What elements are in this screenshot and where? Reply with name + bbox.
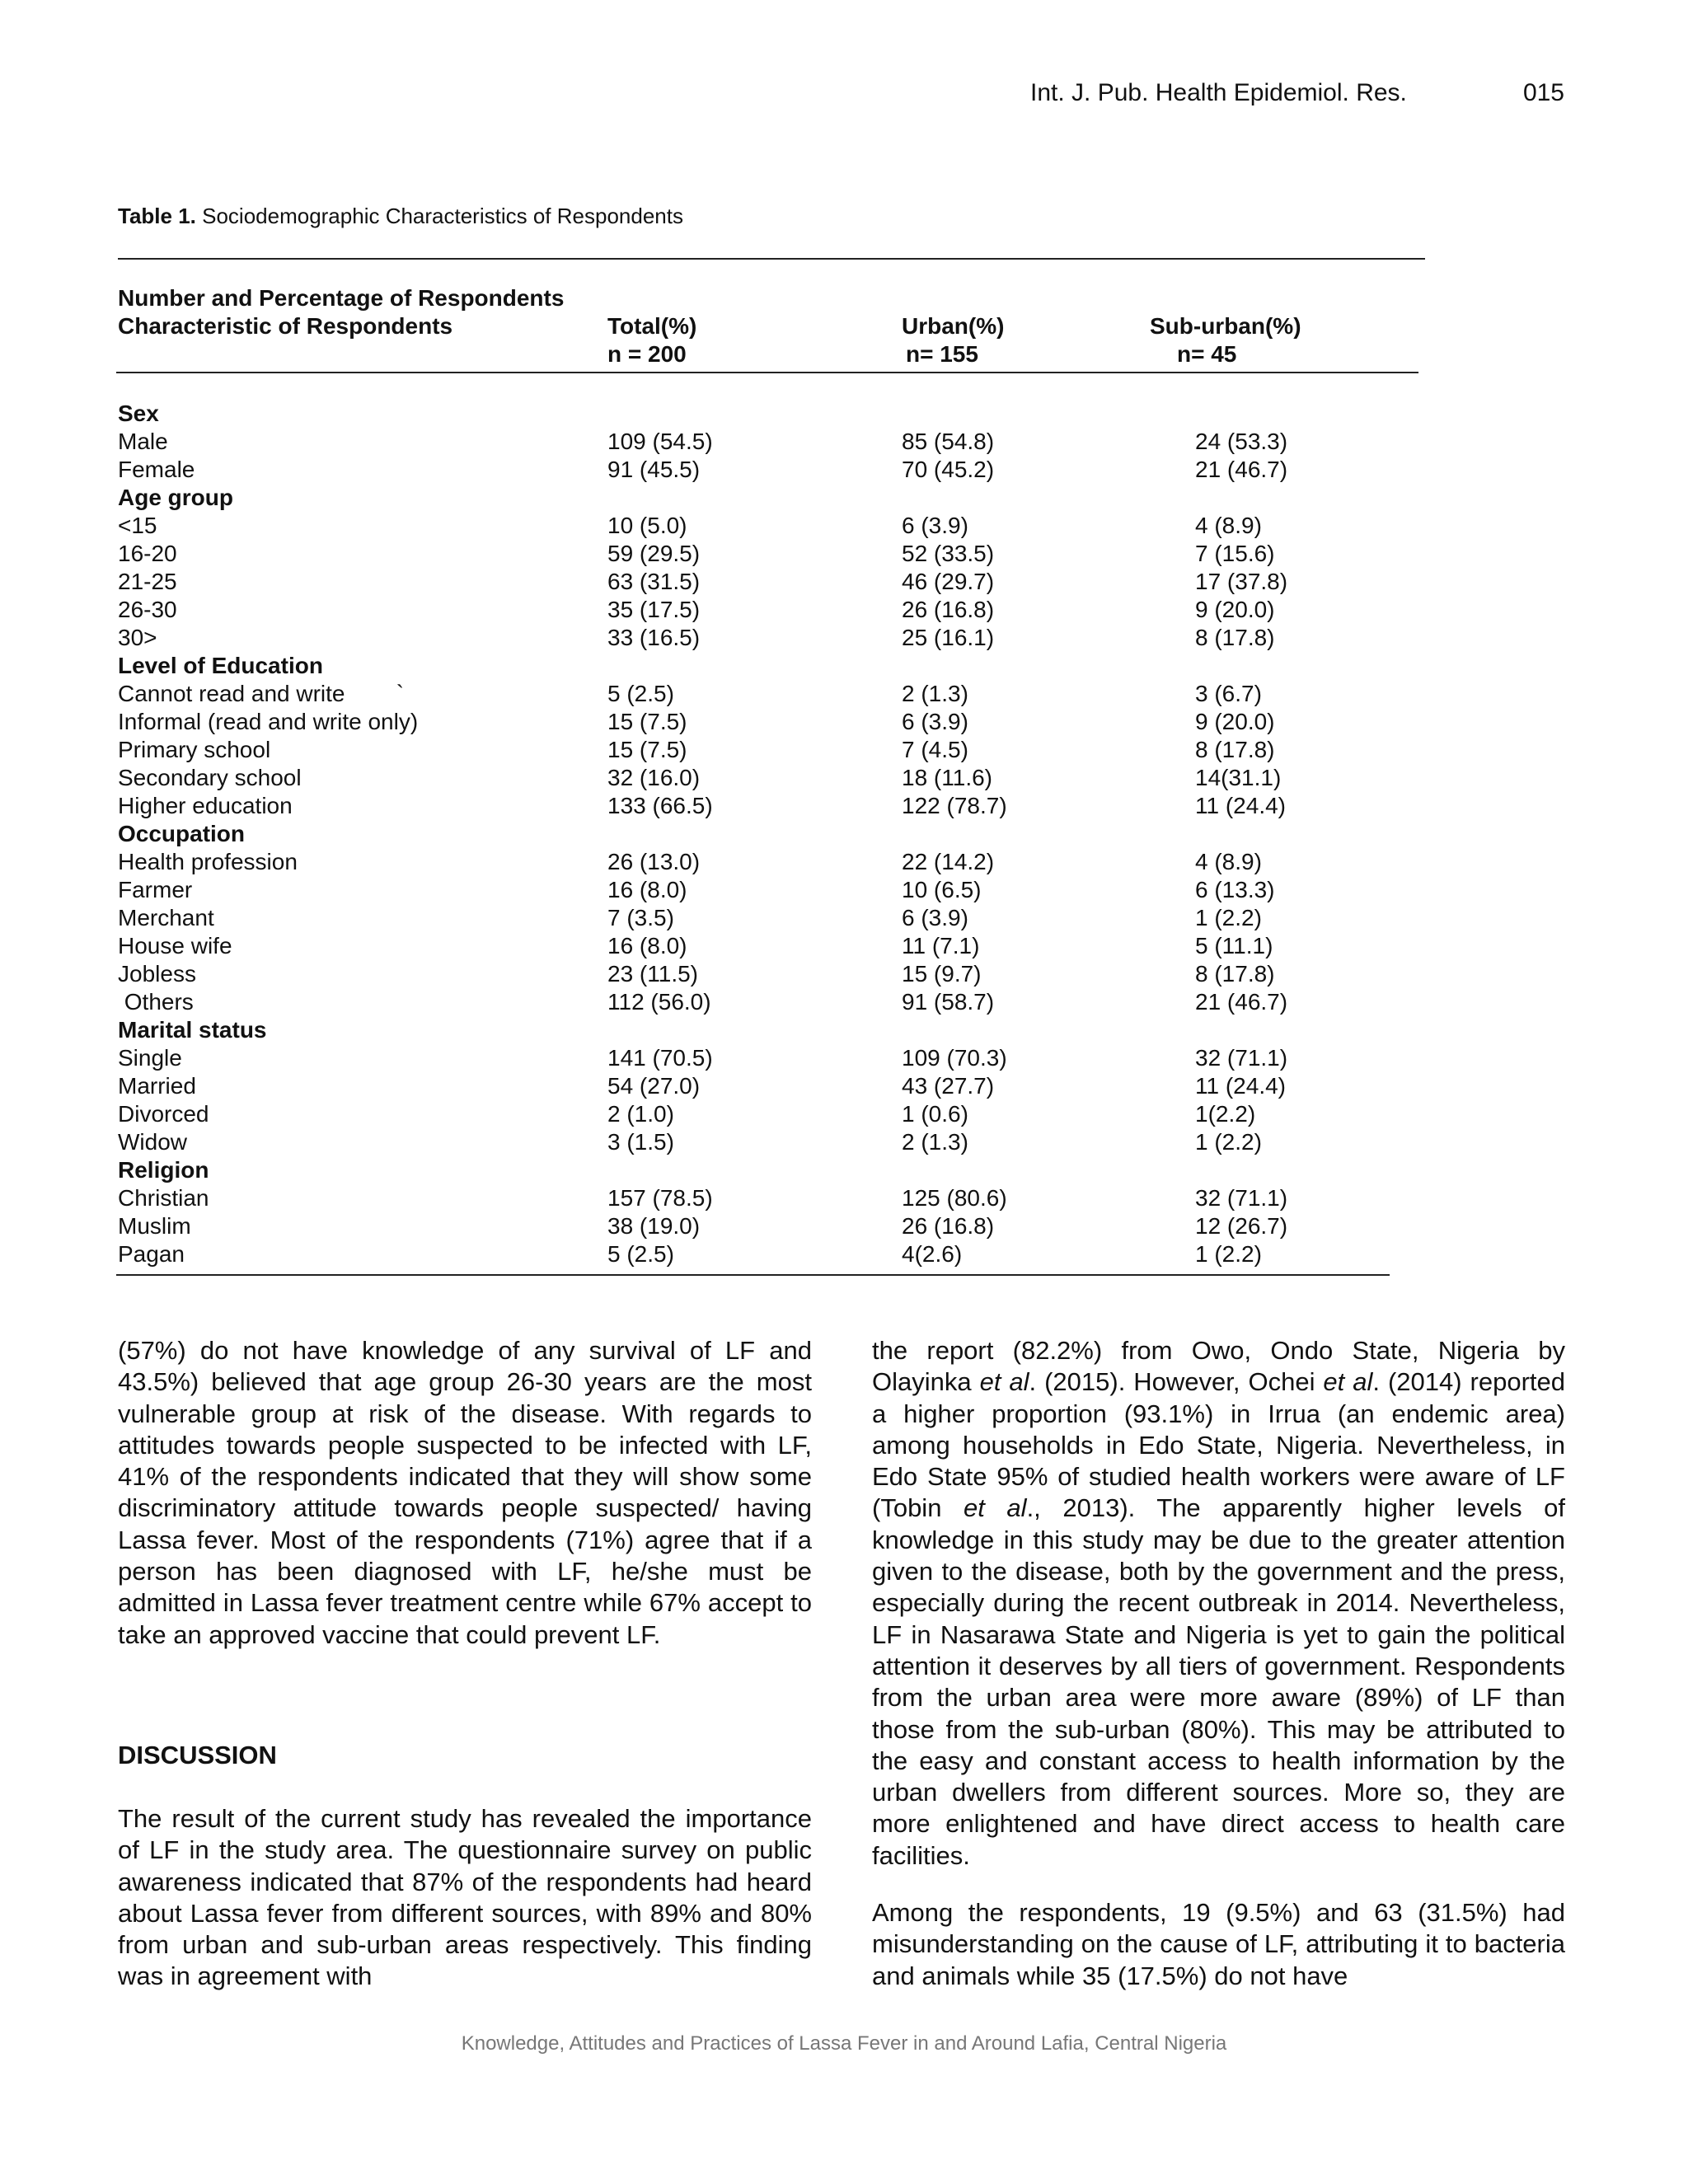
et-al-italic: et al (964, 1493, 1027, 1523)
running-header (1030, 79, 1564, 112)
cell-suburban: 11 (24.4) (1195, 1073, 1286, 1099)
cell-urban: 15 (9.7) (902, 961, 982, 987)
row-label: Male (118, 429, 168, 454)
cell-suburban: 8 (17.8) (1195, 625, 1275, 650)
body-paragraph-discussion-continued (872, 1335, 1565, 1872)
sample-size-total: n = 200 (607, 341, 687, 367)
cell-suburban: 6 (13.3) (1195, 877, 1275, 902)
table-row (0, 1128, 1688, 1156)
table-row (0, 1212, 1688, 1240)
table-section-row (0, 820, 1688, 848)
column-header-characteristic: Characteristic of Respondents (118, 313, 453, 339)
cell-suburban: 8 (17.8) (1195, 961, 1275, 987)
cell-total: 7 (3.5) (607, 905, 674, 930)
table-row (0, 1100, 1688, 1128)
cell-urban: 85 (54.8) (902, 429, 995, 454)
row-label: Primary school (118, 737, 271, 762)
cell-suburban: 9 (20.0) (1195, 709, 1275, 734)
table-row (0, 708, 1688, 736)
cell-total: 141 (70.5) (607, 1045, 713, 1071)
cell-total: 91 (45.5) (607, 457, 701, 482)
cell-suburban: 4 (8.9) (1195, 513, 1262, 538)
text-run: ., 2013). The apparently higher levels of knowledge in this study may be due to the greater attention given to the disease, both by the government and the press, especially during the recent outbreak in 2014. Nevertheless, LF in Nasarawa State and Nigeria is yet to gain the political attention it deserves by all tiers of government. Respondents from the urban area were more aware (89%) of LF than those from the sub-urban (80%). This may be attributed to the easy and constant access to health information by the urban dwellers from different sources. More so, they are more enlightened and have direct access to health care facilities. (872, 1493, 1565, 1870)
cell-urban: 2 (1.3) (902, 1129, 968, 1155)
table-row (0, 960, 1688, 988)
sample-size-suburban: n= 45 (1177, 341, 1237, 367)
table-bottom-rule (116, 1274, 1390, 1276)
cell-urban: 109 (70.3) (902, 1045, 1007, 1071)
cell-urban: 25 (16.1) (902, 625, 995, 650)
cell-suburban: 32 (71.1) (1195, 1045, 1288, 1071)
row-label: Pagan (118, 1241, 185, 1267)
row-label: Cannot read and write ` (118, 681, 405, 706)
cell-total: 10 (5.0) (607, 513, 687, 538)
text-run: . (2014) reported a higher proportion (93.1%) in Irrua (an endemic area) among households in Edo State, Nigeria. Nevertheless, in Edo State 95% of studied health workers were aware of LF (Tobin (872, 1367, 1565, 1523)
table-row (0, 624, 1688, 652)
table-caption-text: Sociodemographic Characteristics of Respondents (195, 204, 683, 228)
page-number: 015 (1522, 79, 1564, 106)
table-row (0, 792, 1688, 820)
text-run: the report (82.2%) from Owo, Ondo State, Nigeria by Olayinka (872, 1336, 1565, 1397)
row-label: Age group (118, 485, 233, 510)
row-label: Divorced (118, 1101, 209, 1127)
cell-total: 59 (29.5) (607, 541, 701, 566)
page-footer: Knowledge, Attitudes and Practices of Lassa Fever in and Around Lafia, Central Nigeria (461, 2032, 1227, 2055)
row-label: Informal (read and write only) (118, 709, 419, 734)
cell-urban: 1 (0.6) (902, 1101, 968, 1127)
table-top-rule (118, 258, 1425, 260)
cell-total: 157 (78.5) (607, 1185, 713, 1211)
table-section-row (0, 400, 1688, 428)
cell-urban: 10 (6.5) (902, 877, 982, 902)
section-heading-discussion: DISCUSSION (118, 1741, 277, 1769)
table-section-row (0, 1156, 1688, 1184)
row-label: Female (118, 457, 195, 482)
table-row (0, 512, 1688, 540)
cell-urban: 43 (27.7) (902, 1073, 995, 1099)
cell-urban: 26 (16.8) (902, 597, 995, 622)
table-row (0, 988, 1688, 1016)
cell-urban: 6 (3.9) (902, 709, 968, 734)
cell-total: 133 (66.5) (607, 793, 713, 818)
row-label: House wife (118, 933, 232, 958)
row-label: Others (118, 989, 194, 1015)
row-label: Level of Education (118, 653, 323, 678)
row-label: Occupation (118, 821, 246, 846)
cell-suburban: 32 (71.1) (1195, 1185, 1288, 1211)
cell-total: 2 (1.0) (607, 1101, 674, 1127)
cell-total: 38 (19.0) (607, 1213, 701, 1239)
cell-urban: 18 (11.6) (902, 765, 992, 790)
cell-suburban: 7 (15.6) (1195, 541, 1275, 566)
cell-urban: 26 (16.8) (902, 1213, 995, 1239)
table-row (0, 736, 1688, 764)
cell-urban: 2 (1.3) (902, 681, 968, 706)
table-row (0, 848, 1688, 876)
sample-size-urban: n= 155 (906, 341, 978, 367)
column-header-urban: Urban(%) (902, 313, 1005, 339)
cell-suburban: 1(2.2) (1195, 1101, 1256, 1127)
cell-total: 3 (1.5) (607, 1129, 674, 1155)
cell-urban: 52 (33.5) (902, 541, 995, 566)
row-label: Marital status (118, 1017, 267, 1043)
table-caption (118, 204, 683, 229)
row-label: Muslim (118, 1213, 191, 1239)
table-super-header: Number and Percentage of Respondents (118, 285, 565, 311)
row-label: Sex (118, 401, 159, 426)
cell-urban: 122 (78.7) (902, 793, 1007, 818)
text-run: . (2015). However, Ochei (1029, 1367, 1324, 1397)
et-al-italic: et al (1323, 1367, 1373, 1397)
table-row (0, 456, 1688, 484)
row-label: 16-20 (118, 541, 177, 566)
cell-suburban: 14(31.1) (1195, 765, 1282, 790)
row-label: <15 (118, 513, 157, 538)
row-label: Married (118, 1073, 196, 1099)
cell-urban: 4(2.6) (902, 1241, 963, 1267)
cell-urban: 6 (3.9) (902, 905, 968, 930)
table-row (0, 876, 1688, 904)
row-label: Secondary school (118, 765, 302, 790)
cell-urban: 46 (29.7) (902, 569, 995, 594)
table-section-row (0, 1016, 1688, 1044)
cell-urban: 91 (58.7) (902, 989, 995, 1015)
cell-urban: 125 (80.6) (902, 1185, 1007, 1211)
cell-suburban: 21 (46.7) (1195, 989, 1288, 1015)
cell-total: 16 (8.0) (607, 877, 687, 902)
table-row (0, 1184, 1688, 1212)
row-label: 21-25 (118, 569, 177, 594)
cell-total: 54 (27.0) (607, 1073, 701, 1099)
cell-total: 26 (13.0) (607, 849, 701, 874)
cell-total: 35 (17.5) (607, 597, 701, 622)
cell-suburban: 3 (6.7) (1195, 681, 1262, 706)
cell-suburban: 5 (11.1) (1195, 933, 1273, 958)
table-row (0, 904, 1688, 932)
cell-total: 32 (16.0) (607, 765, 701, 790)
cell-total: 5 (2.5) (607, 681, 674, 706)
row-label: Single (118, 1045, 182, 1071)
cell-urban: 7 (4.5) (902, 737, 968, 762)
cell-urban: 6 (3.9) (902, 513, 968, 538)
row-label: Religion (118, 1157, 209, 1183)
table-row (0, 540, 1688, 568)
cell-total: 109 (54.5) (607, 429, 713, 454)
cell-urban: 11 (7.1) (902, 933, 980, 958)
cell-suburban: 1 (2.2) (1195, 1241, 1262, 1267)
table-row (0, 932, 1688, 960)
cell-suburban: 9 (20.0) (1195, 597, 1275, 622)
cell-suburban: 1 (2.2) (1195, 1129, 1262, 1155)
table-row (0, 596, 1688, 624)
cell-suburban: 8 (17.8) (1195, 737, 1275, 762)
table-row (0, 568, 1688, 596)
body-paragraph-results: (57%) do not have knowledge of any survival of LF and 43.5%) believed that age group 26-30 years are the most vulnerable group at risk of the disease. With regards to attitudes towards people suspected to be infected with LF, 41% of the respondents indicated that they will show some discriminatory attitude towards people suspected/ having Lassa fever. Most of the respondents (71%) agree that if a person has been diagnosed with LF, he/she must be admitted in Lassa fever treatment centre while 67% accept to take an approved vaccine that could prevent LF. (118, 1336, 812, 1649)
cell-urban: 70 (45.2) (902, 457, 995, 482)
body-paragraph-discussion: The result of the current study has revealed the importance of LF in the study area. The questionnaire survey on public awareness indicated that 87% of the respondents had heard about Lassa fever from different sources, with 89% and 80% from urban and sub-urban areas respectively. This finding was in agreement with (118, 1804, 812, 1991)
cell-total: 33 (16.5) (607, 625, 701, 650)
cell-suburban: 21 (46.7) (1195, 457, 1288, 482)
cell-suburban: 12 (26.7) (1195, 1213, 1288, 1239)
table-caption-label: Table 1. (118, 204, 196, 228)
table-row (0, 680, 1688, 708)
row-label: Christian (118, 1185, 209, 1211)
cell-total: 5 (2.5) (607, 1241, 674, 1267)
journal-title: Int. J. Pub. Health Epidemiol. Res. (1030, 79, 1407, 106)
row-label: Widow (118, 1129, 188, 1155)
table-row (0, 428, 1688, 456)
table-header-rule (116, 372, 1418, 373)
cell-suburban: 24 (53.3) (1195, 429, 1288, 454)
row-label: Jobless (118, 961, 196, 987)
table-section-row (0, 652, 1688, 680)
table-row (0, 764, 1688, 792)
column-header-suburban: Sub-urban(%) (1150, 313, 1301, 339)
column-header-total: Total(%) (607, 313, 697, 339)
cell-total: 16 (8.0) (607, 933, 687, 958)
table-row (0, 1044, 1688, 1072)
cell-total: 15 (7.5) (607, 737, 687, 762)
table-row (0, 1240, 1688, 1268)
table-section-row (0, 484, 1688, 512)
cell-total: 63 (31.5) (607, 569, 701, 594)
row-label: 30> (118, 625, 157, 650)
et-al-italic: et al (979, 1367, 1029, 1397)
row-label: 26-30 (118, 597, 177, 622)
cell-total: 23 (11.5) (607, 961, 698, 987)
row-label: Farmer (118, 877, 193, 902)
cell-suburban: 4 (8.9) (1195, 849, 1262, 874)
cell-total: 112 (56.0) (607, 989, 711, 1015)
cell-total: 15 (7.5) (607, 709, 687, 734)
body-paragraph-misunderstanding: Among the respondents, 19 (9.5%) and 63 (31.5%) had misunderstanding on the cause of LF, attributing it to bacteria and animals while 35 (17.5%) do not have (872, 1898, 1565, 1990)
row-label: Health profession (118, 849, 298, 874)
cell-urban: 22 (14.2) (902, 849, 995, 874)
cell-suburban: 17 (37.8) (1195, 569, 1288, 594)
table-row (0, 1072, 1688, 1100)
cell-suburban: 11 (24.4) (1195, 793, 1286, 818)
cell-suburban: 1 (2.2) (1195, 905, 1262, 930)
row-label: Higher education (118, 793, 293, 818)
row-label: Merchant (118, 905, 214, 930)
